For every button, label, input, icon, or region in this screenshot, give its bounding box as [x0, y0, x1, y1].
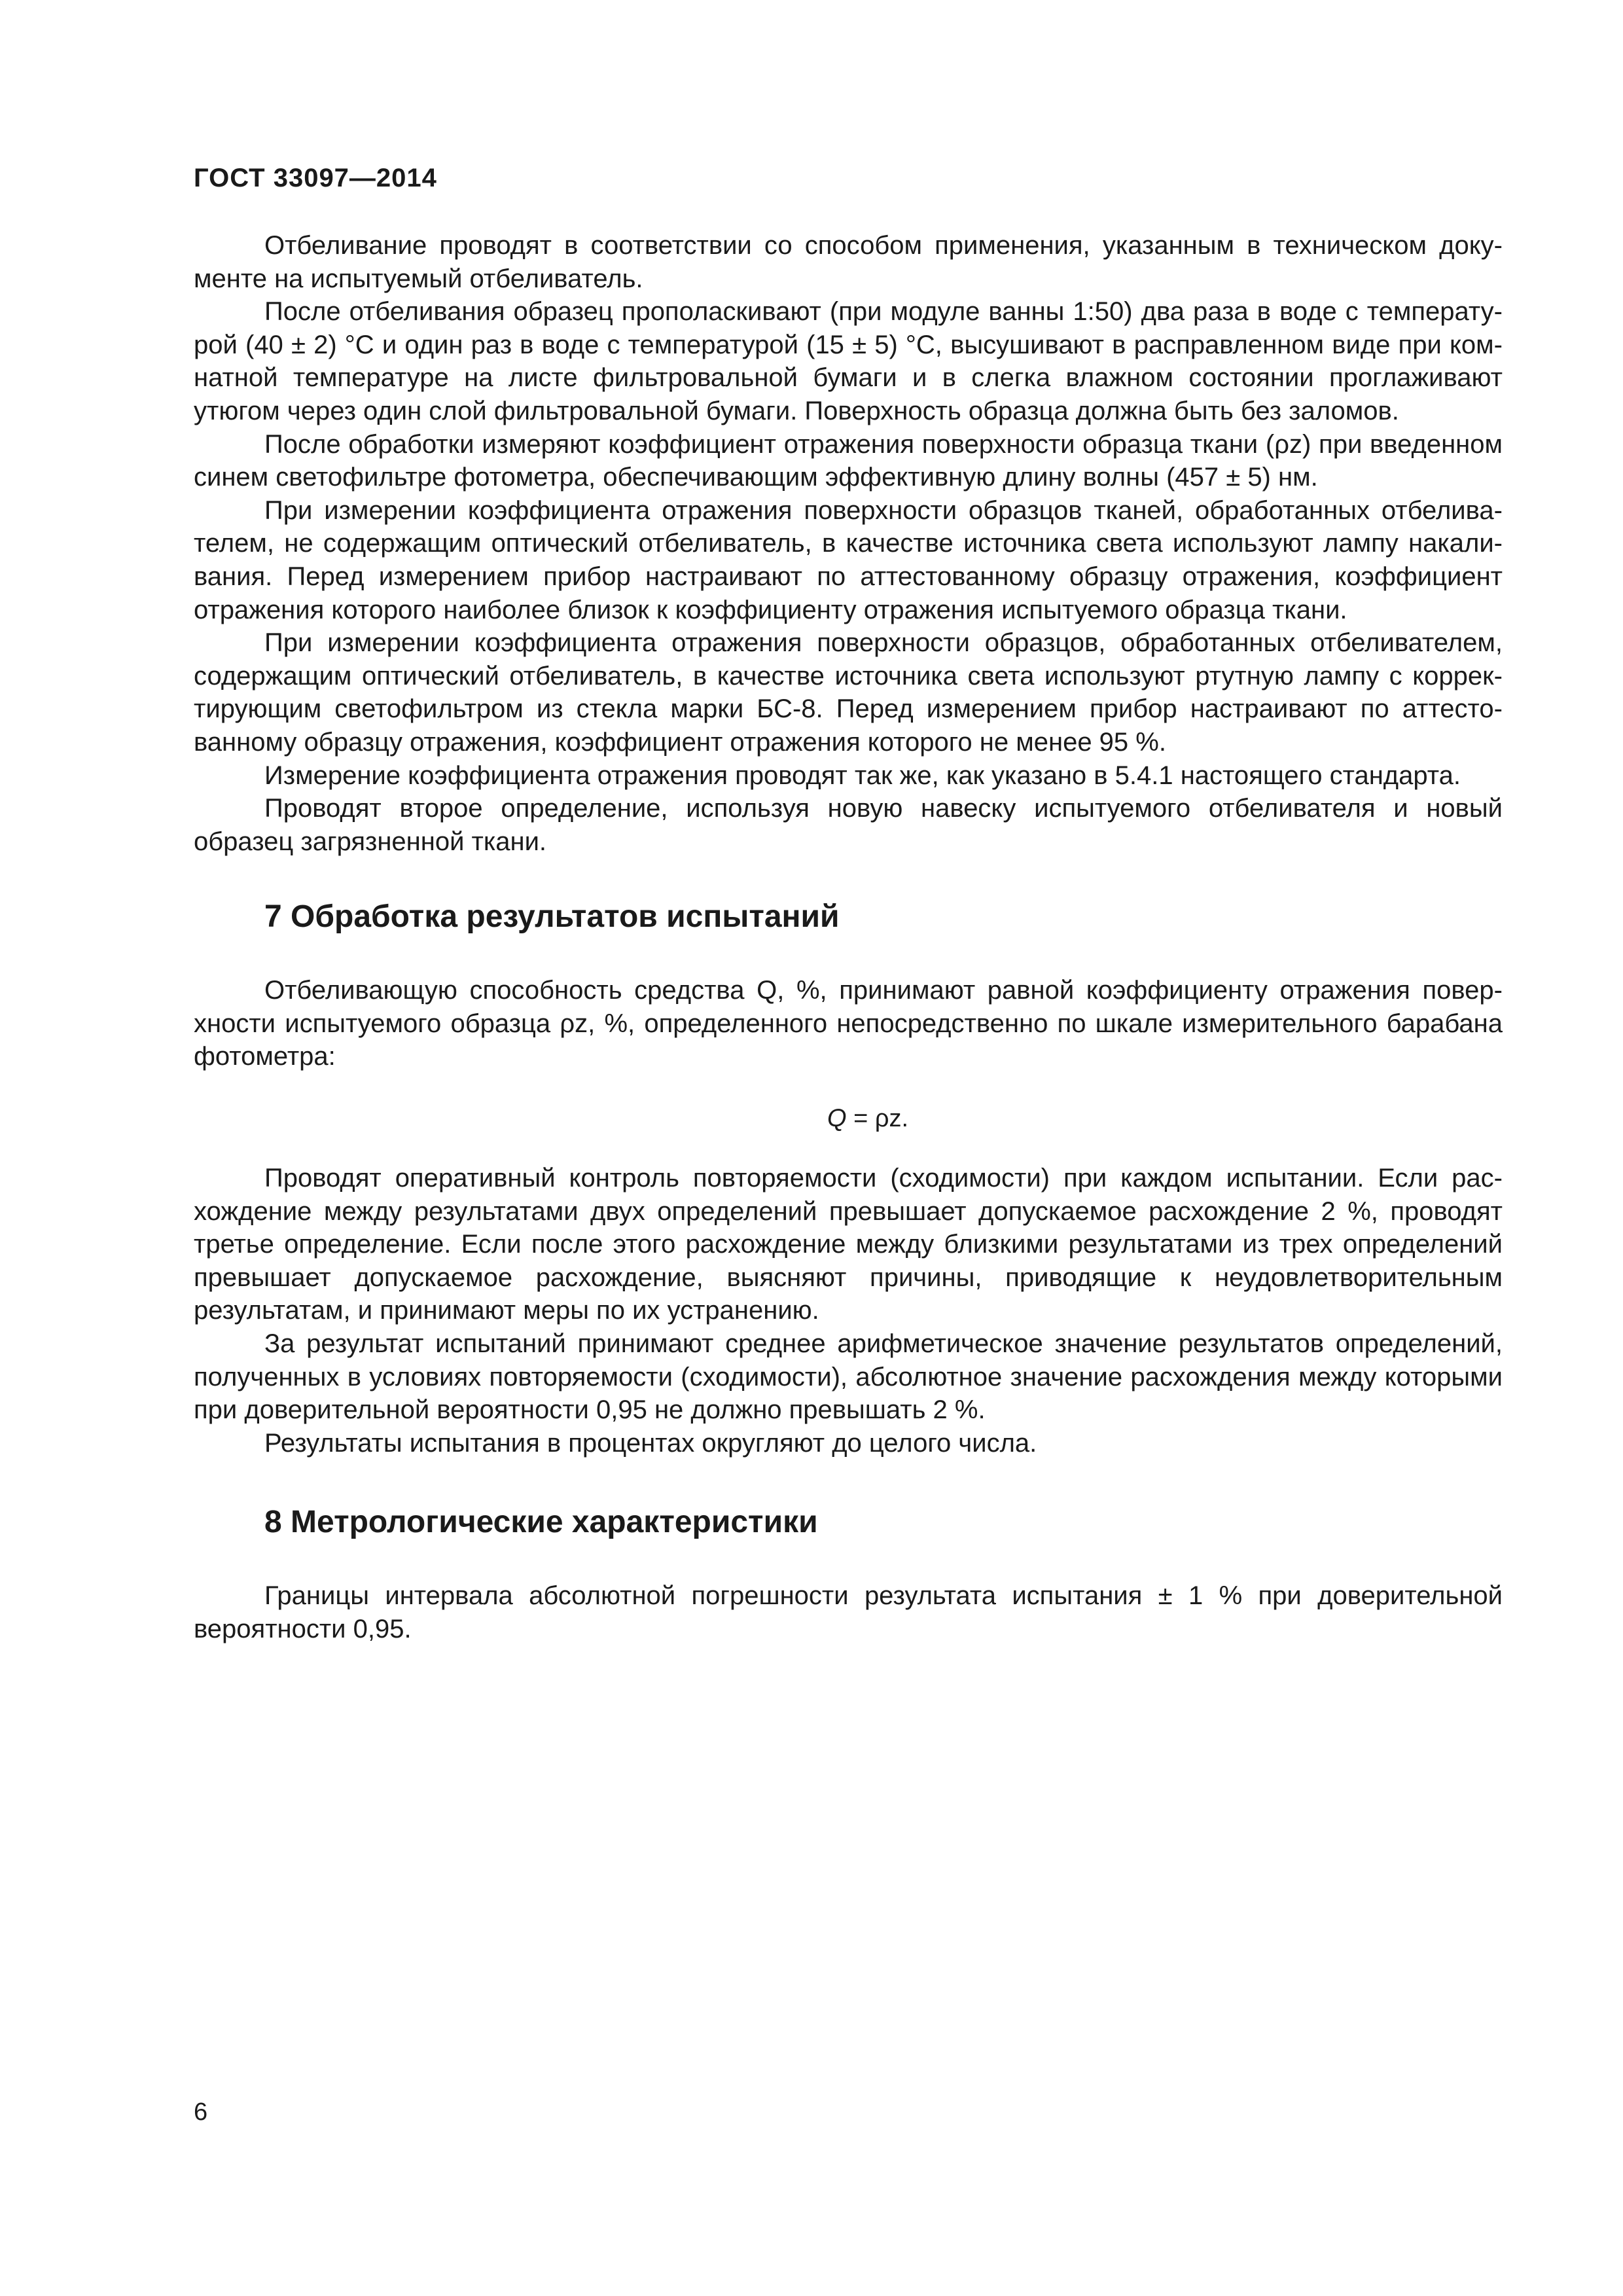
section-8-heading: 8 Метрологические характеристики: [264, 1505, 818, 1540]
formula-eq: =: [846, 1105, 875, 1133]
formula: [194, 1105, 1503, 1133]
page-content: [194, 229, 1503, 1646]
paragraph: Измерение коэффициента отражения проводят так же, как указано в 5.4.1 настоящего стандарта.: [264, 761, 1461, 790]
section-7-intro: Отбеливающую способность средства Q, %, принимают равной коэффициенту отражения поверхности испытуемого образца ρz, %, определенного непосредственно по шкале измерительного барабана фотометра:: [194, 976, 1503, 1071]
paragraph: При измерении коэффициента отражения поверхности образцов тканей, обработанных отбеливателем, не содержащим оптический отбеливатель, в качестве источника света используют лампу накаливания. Перед измерением прибор настраивают по аттестованному образцу отражения, коэффициент отражения которого наиболее близок к коэффициенту отражения испытуемого образца ткани.: [194, 495, 1503, 624]
paragraph: Отбеливание проводят в соответствии со способом применения, указанным в техническом документе на испытуемый отбеливатель.: [194, 231, 1503, 293]
formula-rhs: ρz: [874, 1105, 902, 1133]
formula-lhs: Q: [827, 1105, 847, 1133]
paragraph: За результат испытаний принимают среднее арифметическое значение результатов определений, полученных в условиях повторяемости (сходимости), абсолютное значение расхождения между которыми при доверительной вероятности 0,95 не должно превышать 2 %.: [194, 1329, 1503, 1425]
section-7-heading: 7 Обработка результатов испытаний: [264, 899, 840, 935]
paragraph: После отбеливания образец прополаскивают (при модуле ванны 1:50) два раза в воде с температурой (40 ± 2) °С и один раз в воде с температурой (15 ± 5) °С, высушивают в расправленном виде при комнатной температуре на листе фильтровальной бумаги и в слегка влажном состоянии проглаживают утюгом через один слой фильтровальной бумаги. Поверхность образца должна быть без заломов.: [194, 297, 1503, 425]
paragraph: Проводят оперативный контроль повторяемости (сходимости) при каждом испытании. Если расхождение между результатами двух определений превышает допускаемое расхождение 2 %, проводят третье определение. Если после этого расхождение между близкими результатами из трех определений превышает допускаемое расхождение, выясняют причины, приводящие к неудовлетворительным результатам, и принимают меры по их устранению.: [194, 1164, 1503, 1325]
paragraph: При измерении коэффициента отражения поверхности образцов, обработанных отбеливателем, содержащим оптический отбеливатель, в качестве источника света используют ртутную лампу с корректирующим светофильтром из стекла марки БС-8. Перед измерением прибор настраивают по аттестованному образцу отражения, коэффициент отражения которого не менее 95 %.: [194, 628, 1503, 757]
formula-end: .: [901, 1105, 909, 1133]
document-header: ГОСТ 33097—2014: [194, 164, 437, 192]
paragraph: Результаты испытания в процентах округляют до целого числа.: [264, 1428, 1037, 1458]
paragraph: После обработки измеряют коэффициент отражения поверхности образца ткани (ρz) при введенном синем светофильтре фотометра, обеспечивающим эффективную длину волны (457 ± 5) нм.: [194, 429, 1503, 492]
section-8-text: Границы интервала абсолютной погрешности результата испытания ± 1 % при доверительной вероятности 0,95.: [194, 1581, 1503, 1643]
page-number: 6: [194, 2098, 208, 2126]
paragraph: Проводят второе определение, используя новую навеску испытуемого отбеливателя и новый образец загрязненной ткани.: [194, 794, 1503, 856]
